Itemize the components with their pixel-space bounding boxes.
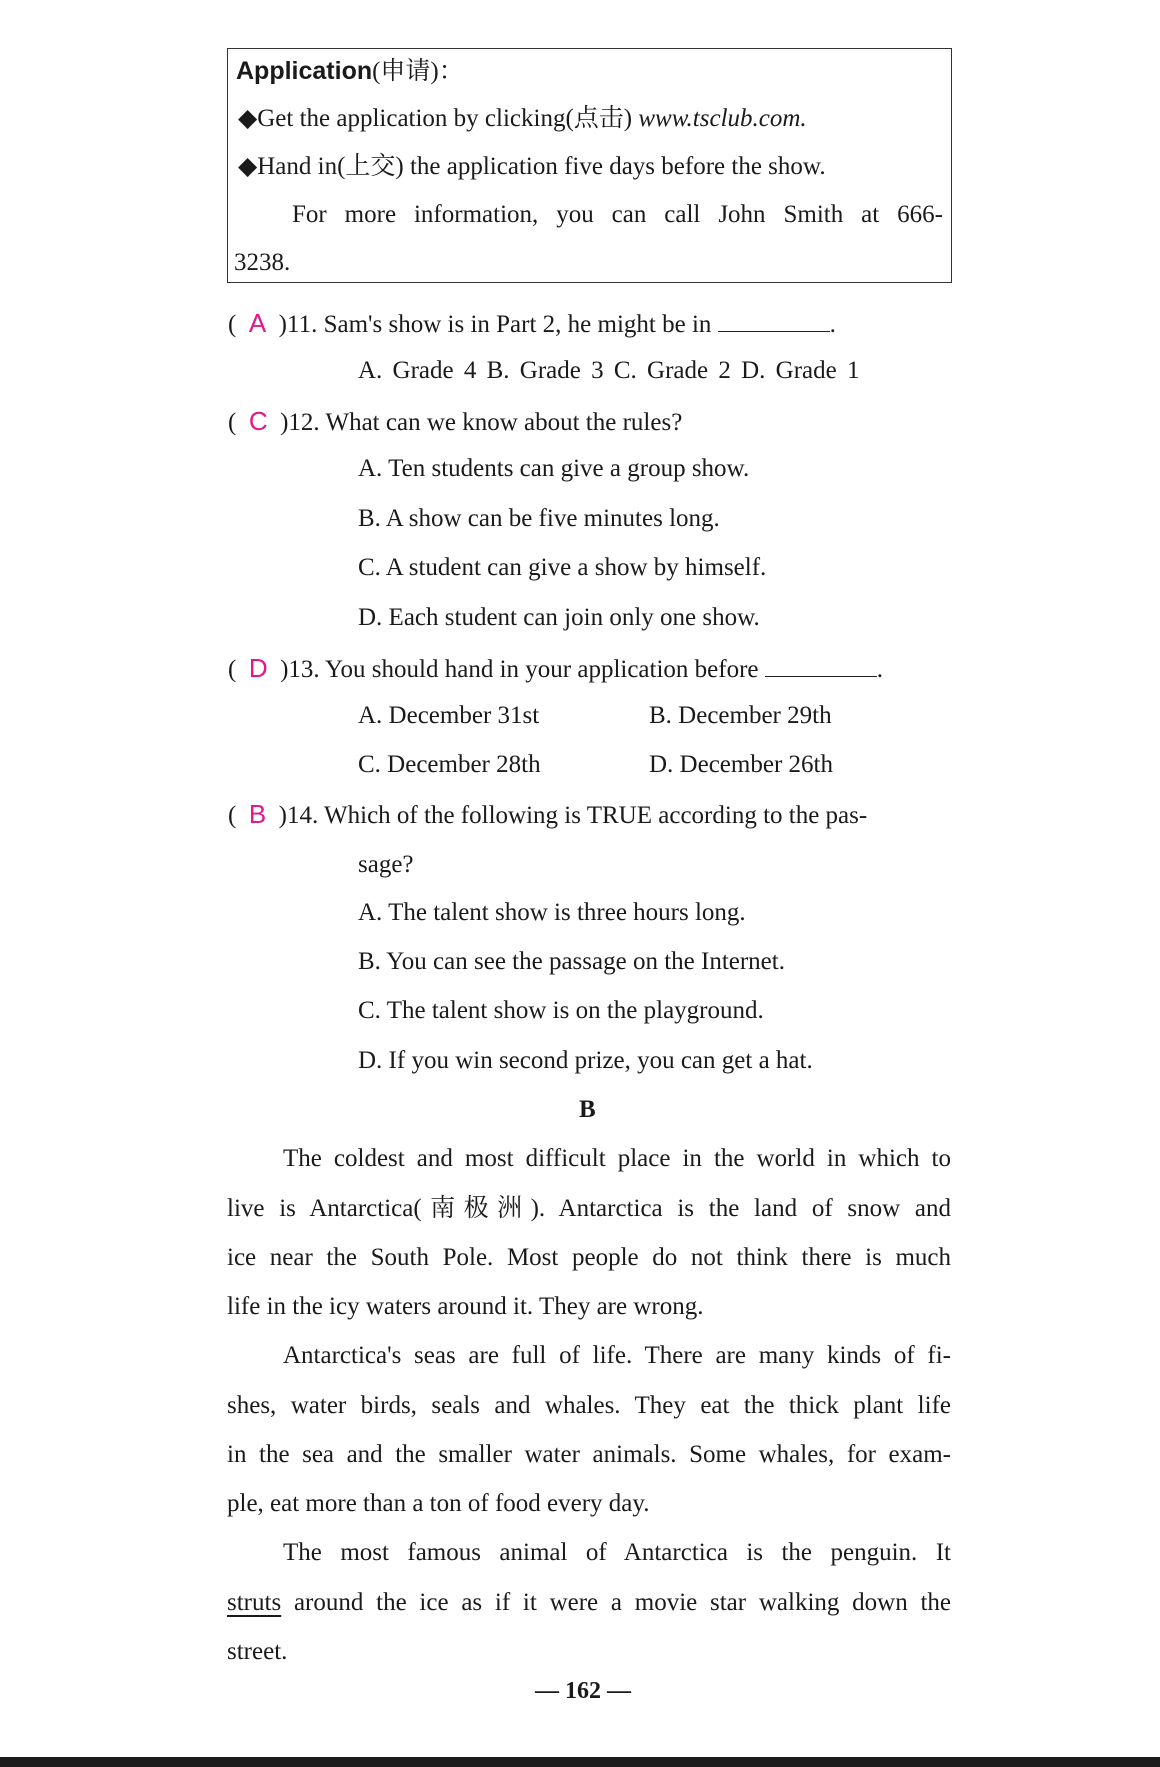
question-13-option-d: D. December 26th xyxy=(649,751,833,778)
passage-p3-line-3: street. xyxy=(227,1638,288,1665)
question-13-option-b: B. December 29th xyxy=(649,702,832,729)
application-info-line-2: 3238. xyxy=(234,249,291,276)
question-14-option-a: A. The talent show is three hours long. xyxy=(358,899,746,926)
passage-p2-line-3: in the sea and the smaller water animals. Some whales, for exam- xyxy=(227,1441,951,1468)
answer-12: C xyxy=(248,406,268,436)
question-13-option-a: A. December 31st xyxy=(358,702,540,729)
application-bullet-2: ◆Hand in(上交) the application five days before the show. xyxy=(238,153,826,180)
question-13-option-c: C. December 28th xyxy=(358,751,541,778)
application-url: www.tsclub.com. xyxy=(638,105,807,132)
question-14-option-d: D. If you win second prize, you can get a hat. xyxy=(358,1047,813,1074)
passage-p1-line-2: live is Antarctica(南极洲). Antarctica is the land of snow and xyxy=(227,1195,951,1222)
question-12: ( C )12. What can we know about the rules? xyxy=(228,406,683,436)
bottom-edge-bar xyxy=(0,1757,1160,1767)
question-14-option-b: B. You can see the passage on the Internet. xyxy=(358,948,785,975)
question-11-options: A. Grade 4 B. Grade 3 C. Grade 2 D. Grade 1 xyxy=(358,357,860,384)
passage-p1-line-4: life in the icy waters around it. They are wrong. xyxy=(227,1293,704,1320)
passage-p3-line-2: struts around the ice as if it were a movie star walking down the xyxy=(227,1589,951,1616)
question-12-option-d: D. Each student can join only one show. xyxy=(358,604,760,631)
passage-p2-line-2: shes, water birds, seals and whales. They eat the thick plant life xyxy=(227,1392,951,1419)
answer-blank xyxy=(718,307,830,332)
question-12-option-c: C. A student can give a show by himself. xyxy=(358,554,767,581)
passage-p1-line-3: ice near the South Pole. Most people do not think there is much xyxy=(227,1244,951,1271)
question-12-option-a: A. Ten students can give a group show. xyxy=(358,455,750,482)
question-13: ( D )13. You should hand in your application before . xyxy=(228,653,884,683)
underlined-word: struts xyxy=(227,1589,282,1616)
application-bullet-1: ◆Get the application by clicking(点击) www.tsclub.com. xyxy=(238,105,807,132)
answer-14: B xyxy=(248,799,267,829)
page-number: — 162 — xyxy=(535,1678,631,1704)
application-info-line-1: For more information, you can call John Smith at 666- xyxy=(292,201,943,228)
question-12-option-b: B. A show can be five minutes long. xyxy=(358,505,720,532)
passage-p2-line-1: Antarctica's seas are full of life. There are many kinds of fi- xyxy=(283,1342,951,1369)
question-14-stem-cont: sage? xyxy=(358,851,414,878)
section-title: B xyxy=(579,1096,596,1123)
question-14-option-c: C. The talent show is on the playground. xyxy=(358,997,764,1024)
passage-p1-line-1: The coldest and most difficult place in the world in which to xyxy=(283,1145,951,1172)
answer-blank xyxy=(765,652,877,677)
answer-13: D xyxy=(248,653,268,683)
answer-11: A xyxy=(248,308,267,338)
passage-p2-line-4: ple, eat more than a ton of food every day. xyxy=(227,1490,650,1517)
application-heading: Application(申请)： xyxy=(236,57,464,85)
question-14: ( B )14. Which of the following is TRUE according to the pas- xyxy=(228,799,868,829)
passage-p3-line-1: The most famous animal of Antarctica is the penguin. It xyxy=(283,1539,951,1566)
question-11: ( A )11. Sam's show is in Part 2, he might be in . xyxy=(228,308,836,338)
